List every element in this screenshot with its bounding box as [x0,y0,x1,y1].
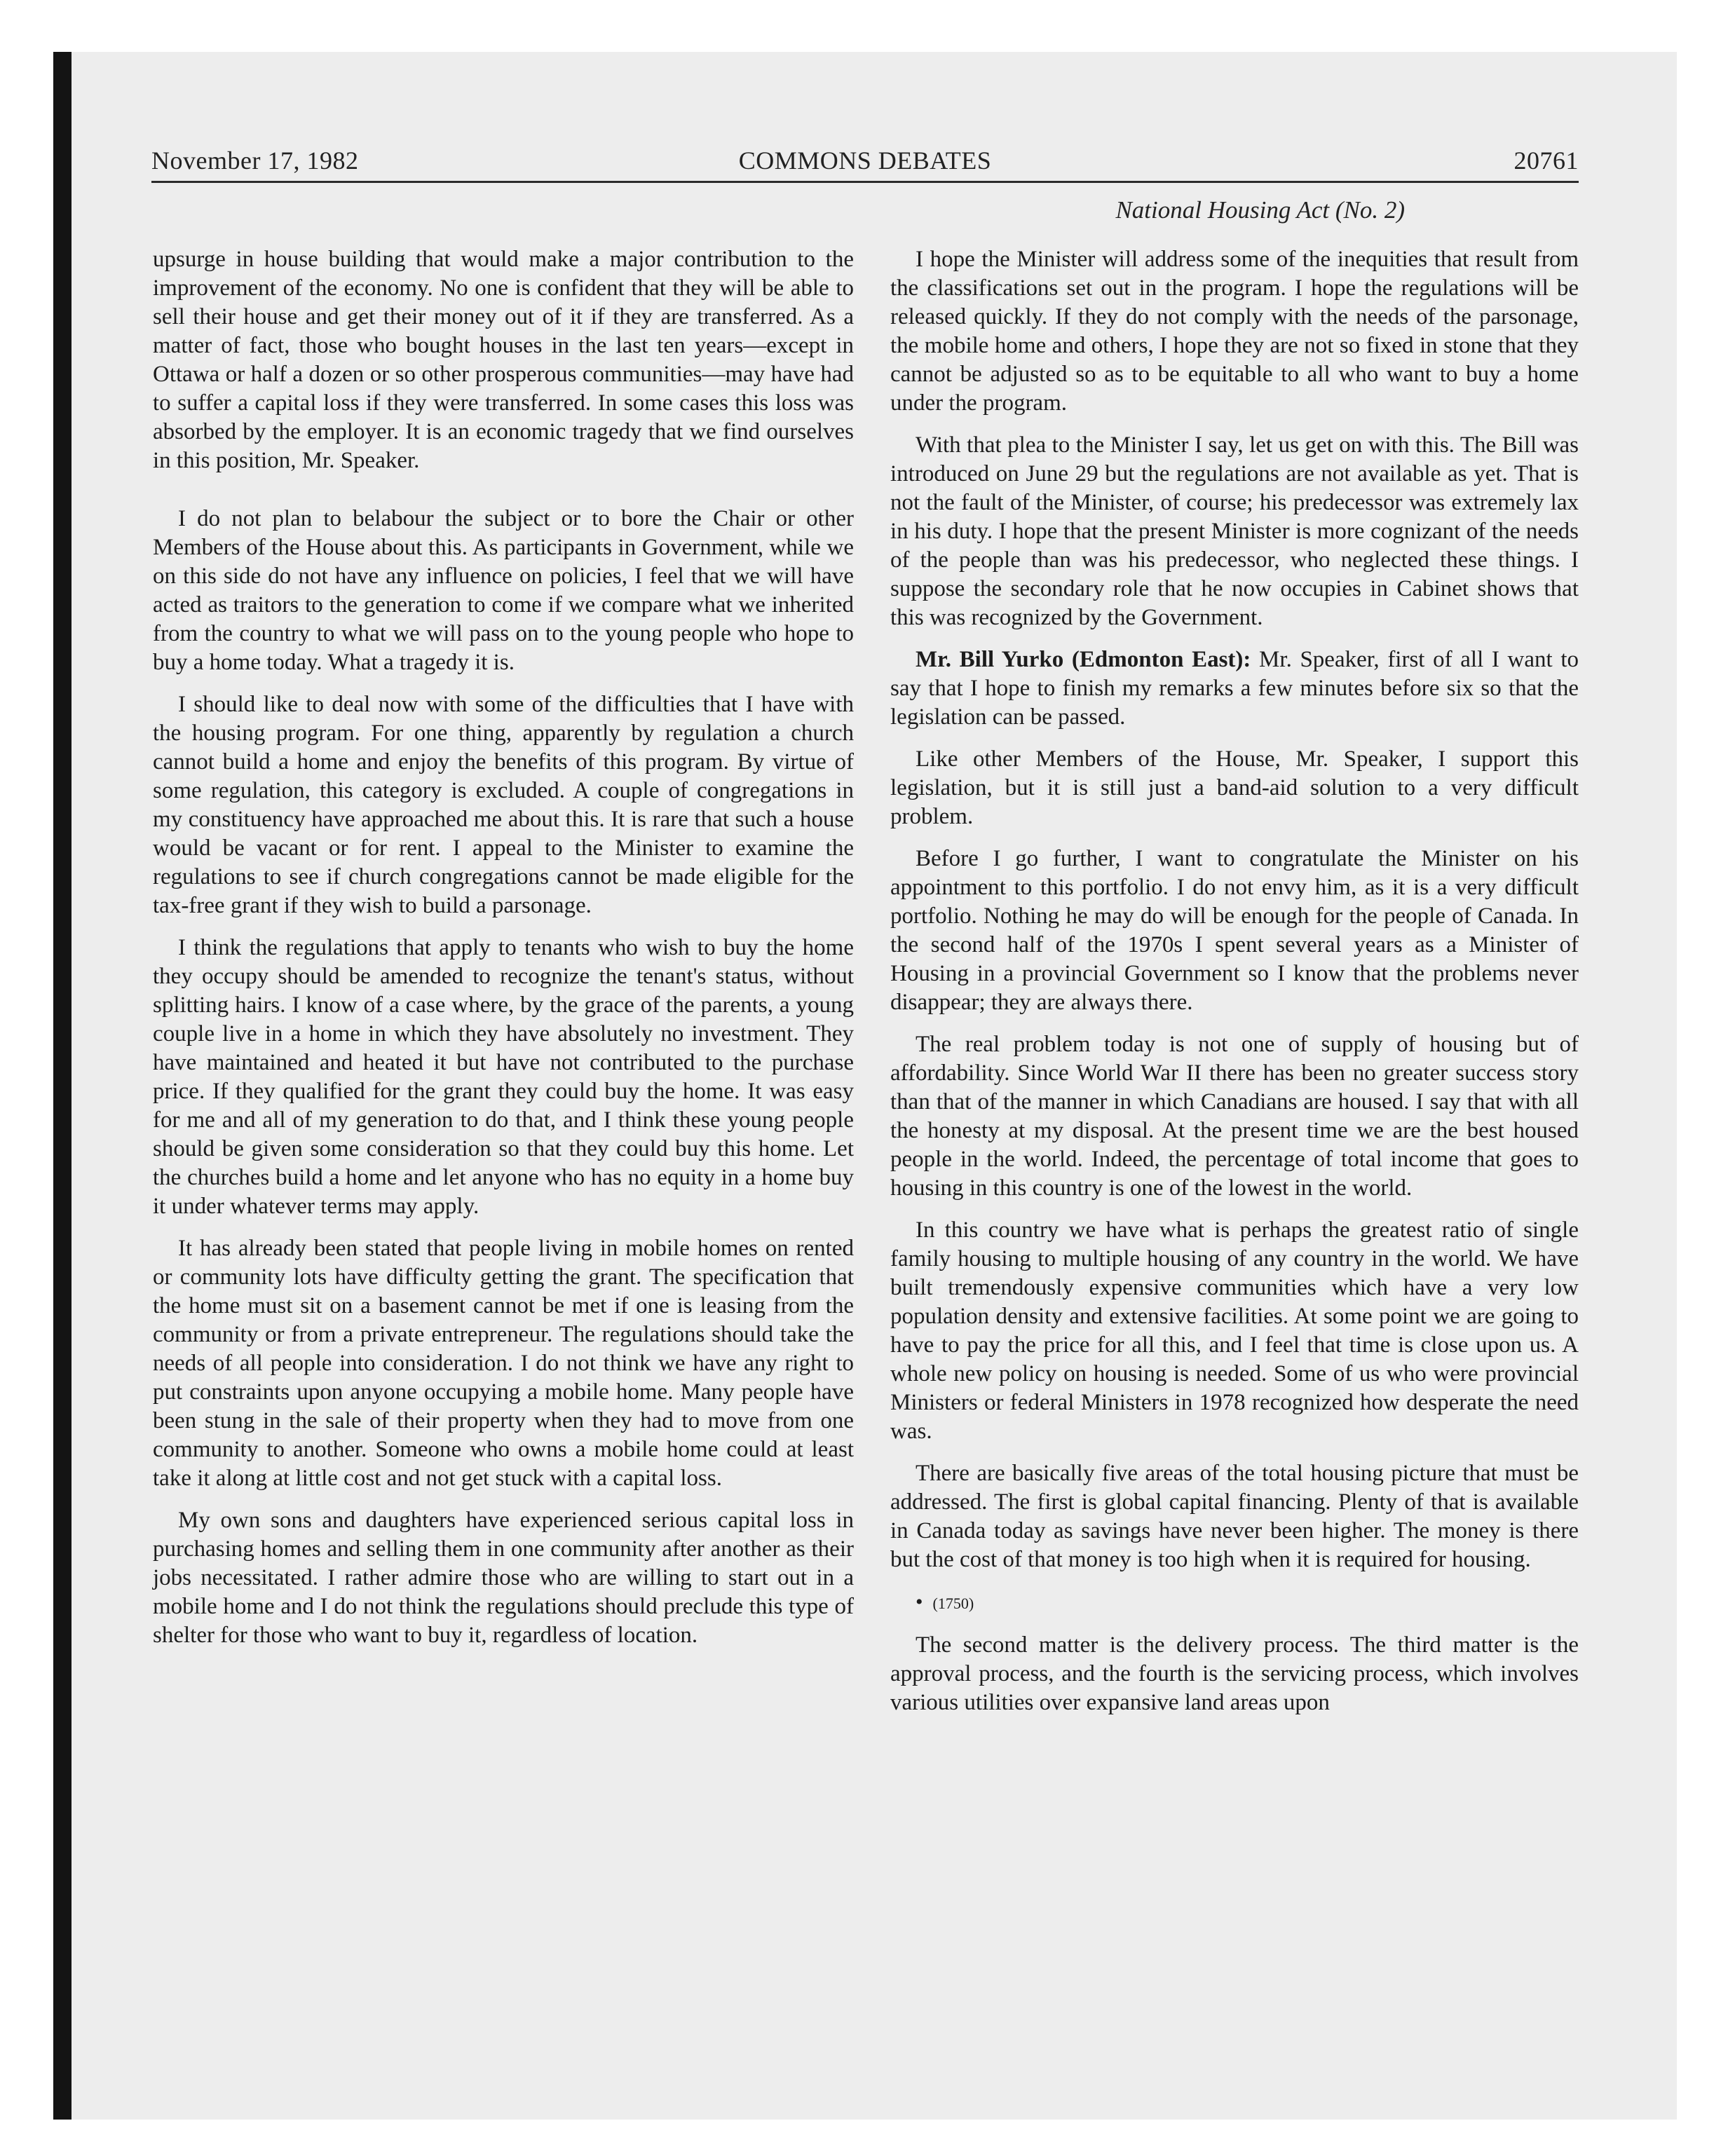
paragraph: upsurge in house building that would make a major contribution to the improvement of the economy. No one is confident that they will be able to sell their house and get their money out of it if they are transferred. As a matter of fact, those who bought houses in the last ten years—except in Ottawa or half a dozen or so other prosperous communities—may have had to suffer a capital loss if they were transferred. In some cases this loss was absorbed by the employer. It is an economic tragedy that we find ourselves in this position, Mr. Speaker. [153,247,854,473]
paragraph: It has already been stated that people living in mobile homes on rented or community lots have difficulty getting the grant. The specification that the home must sit on a basement cannot be met if one is leasing from the community or from a private entrepreneur. The regulations should take the needs of all people into consideration. I do not think we have any right to put constraints upon anyone occupying a mobile home. Many people have been stung in the sale of their property when they had to move from one community to another. Someone who owns a mobile home could at least take it along at little cost and not get stuck with a capital loss. [153,1236,854,1491]
speaker-name: Mr. Bill Yurko (Edmonton East): [916,647,1251,672]
speech-paragraph [890,646,1579,732]
paragraph: There are basically five areas of the total housing picture that must be addressed. The first is global capital financing. Plenty of that is available in Canada today as savings have never been higher. The money is there but the cost of that money is too high when it is required for housing. [890,1461,1579,1572]
paragraph: I hope the Minister will address some of the inequities that result from the classifications set out in the program. I hope the regulations will be released quickly. If they do not comply with the needs of the parsonage, the mobile home and others, I hope they are not so fixed in stone that they cannot be adjusted so as to be equitable to all who want to buy a home under the program. [890,247,1579,416]
left-column [153,245,854,1663]
header-title: COMMONS DEBATES [738,146,992,175]
paragraph: Like other Members of the House, Mr. Speaker, I support this legislation, but it is still just a band-aid solution to a very difficult problem. [890,746,1579,829]
header-page-number: 20761 [1513,146,1579,175]
bullet-icon: • [916,1590,923,1613]
paragraph: My own sons and daughters have experienced serious capital loss in purchasing homes and selling them in one community after another as their jobs necessitated. I rather admire those who are willing to start out in a mobile home and I do not think the regulations should preclude this type of shelter for those who want to buy it, regardless of location. [153,1508,854,1648]
speech-text: Mr. Speaker, first of all I want to say that I hope to finish my remarks a few minutes before six so that the legislation can be passed. [890,647,1579,730]
time-marker [890,1588,1579,1618]
page-header [151,146,1579,181]
paragraph: With that plea to the Minister I say, let us get on with this. The Bill was introduced on June 29 but the regulations are not available as yet. That is not the fault of the Minister, of course; his predecessor was extremely lax in his duty. I hope that the present Minister is more cognizant of the needs of the people than was his predecessor, who neglected these things. I suppose the secondary role that he now occupies in Cabinet shows that this was recognized by the Government. [890,432,1579,630]
paragraph: I do not plan to belabour the subject or to bore the Chair or other Members of the House about this. As participants in Government, while we on this side do not have any influence on policies, I feel that we will have acted as traitors to the generation to come if we compare what we inherited from the country to what we will pass on to the young people who hope to buy a home today. What a tragedy it is. [153,506,854,675]
right-column [890,245,1579,1731]
paragraph: I should like to deal now with some of the difficulties that I have with the housing program. For one thing, apparently by regulation a church cannot build a home and enjoy the benefits of this program. By virtue of some regulation, this category is excluded. A couple of congregations in my constituency have approached me about this. It is rare that such a house would be vacant or for rent. I appeal to the Minister to examine the regulations to see if church congregations cannot be made eligible for the tax-free grant if they wish to build a parsonage. [153,692,854,918]
paragraph: The real problem today is not one of supply of housing but of affordability. Since World War II there has been no greater success story than that of the manner in which Canadians are housed. I say that with all the honesty at my disposal. At the present time we are the best housed people in the world. Indeed, the percentage of total income that goes to housing in this country is one of the lowest in the world. [890,1032,1579,1201]
paragraph: In this country we have what is perhaps the greatest ratio of single family housing to multiple housing of any country in the world. We have built tremendously expensive communities which have a very low population density and extensive facilities. At some point we are going to have to pay the price for all this, and I feel that time is close upon us. A whole new policy on housing is needed. Some of us who were provincial Ministers or federal Ministers in 1978 recognized how desperate the need was. [890,1217,1579,1444]
running-head: National Housing Act (No. 2) [1115,196,1405,224]
header-rule [151,181,1579,183]
paragraph: Before I go further, I want to congratulate the Minister on his appointment to this portfolio. I do not envy him, as it is a very difficult portfolio. Nothing he may do will be enough for the people of Canada. In the second half of the 1970s I spent several years as a Minister of Housing in a provincial Government so I know that the problems never disappear; they are always there. [890,846,1579,1015]
paragraph: I think the regulations that apply to tenants who wish to buy the home they occupy should be amended to recognize the tenant's status, without splitting hairs. I know of a case where, by the grace of the parents, a young couple live in a home in which they have absolutely no investment. They have maintained and heated it but have not contributed to the purchase price. If they qualified for the grant they could buy the home. It was easy for me and all of my generation to do that, and I think these young people should be given some consideration so that they could buy this home. Let the churches build a home and let anyone who has no equity in a home buy it under whatever terms may apply. [153,935,854,1219]
scan-edge-bar [53,52,72,2120]
time-marker-text: (1750) [932,1595,974,1612]
paragraph: The second matter is the delivery process. The third matter is the approval process, and the fourth is the servicing process, which involves various utilities over expansive land areas upon [890,1632,1579,1715]
header-date: November 17, 1982 [151,146,359,175]
